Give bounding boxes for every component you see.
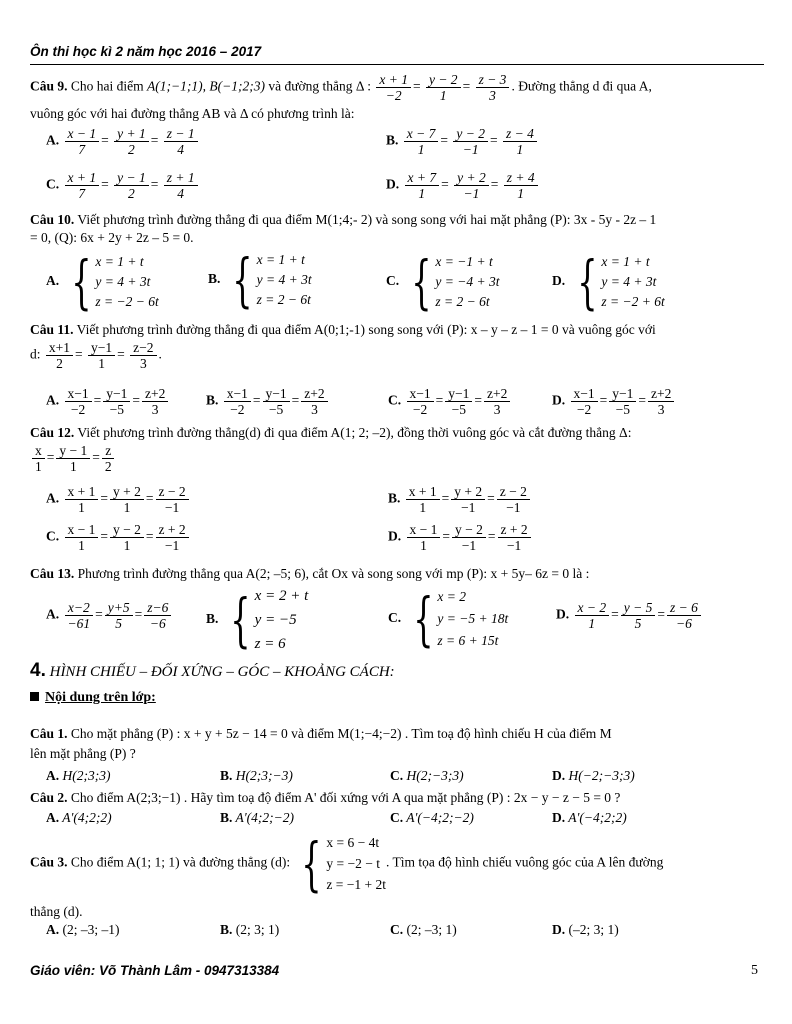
s2-option-b[interactable]: B. A'(4;2;−2) [220,810,294,825]
s1-option-a[interactable]: A. H(2;3;3) [46,768,111,783]
s1-option-d[interactable]: D. H(−2;−3;3) [552,768,635,783]
section-heading: 4. HÌNH CHIẾU – ĐỐI XỨNG – GÓC – KHOẢNG CÁCH: [30,660,395,681]
q12-option-d[interactable]: D. $\frac{x - 1}{1}$ = $\frac{y - 2}{-1}$ = $\frac{z + 2}{-1}$ [388,522,533,553]
header-rule [30,64,764,65]
q9-option-b[interactable]: B. $\frac{x - 7}{1}$ = $\frac{y - 2}{-1}$ = $\frac{z - 4}{1}$ [386,126,539,157]
page-header: Ôn thi học kì 2 năm học 2016 – 2017 [30,44,262,59]
q9-option-d[interactable]: D. $\frac{x + 7}{1}$ = $\frac{y + 2}{-1}$ = $\frac{z + 4}{1}$ [386,170,540,201]
s2-stem: Câu 2. Cho điểm A(2;3;−1) . Hãy tìm toạ độ điểm A' đối xứng với A qua mặt phẳng (P) : 2x − y − z − 5 = 0 ? [30,790,621,805]
q11-option-d[interactable]: D. $\frac{x-1}{-2}$ = $\frac{y-1}{-5}$ = $\frac{z+2}{3}$ [552,386,676,417]
s1-stem: Câu 1. Cho mặt phẳng (P) : x + y + 5z − 14 = 0 và điểm M(1;−4;−2) . Tìm toạ độ hình chiếu H của điểm M [30,726,612,741]
q11-option-a[interactable]: A. $\frac{x-1}{-2}$ = $\frac{y-1}{-5}$ = $\frac{z+2}{3}$ [46,386,170,417]
q11-option-c[interactable]: C. $\frac{x-1}{-2}$ = $\frac{y-1}{-5}$ = $\frac{z+2}{3}$ [388,386,512,417]
s2-option-c[interactable]: C. A'(−4;2;−2) [390,810,474,825]
q9-stem-line2: vuông góc với hai đường thẳng AB và Δ có phương trình là: [30,106,355,121]
q13-stem: Câu 13. Phương trình đường thẳng qua A(2; –5; 6), cắt Ox và song song với mp (P): x + 5y– 6z = 0 là : [30,566,590,581]
q12-option-a[interactable]: A. $\frac{x + 1}{1}$ = $\frac{y + 2}{1}$ = $\frac{z - 2}{-1}$ [46,484,191,515]
q12-option-b[interactable]: B. $\frac{x + 1}{1}$ = $\frac{y + 2}{-1}$ = $\frac{z - 2}{-1}$ [388,484,532,515]
s1-stem-line2: lên mặt phẳng (P) ? [30,746,136,761]
q11-stem: Câu 11. Viết phương trình đường thẳng đi qua điểm A(0;1;-1) song song với (P): x – y – z – 1 = 0 và vuông góc với [30,322,656,337]
q10-stem-line2: = 0, (Q): 6x + 2y + 2z – 5 = 0. [30,230,194,245]
q11-line-d: d: $\frac{x+1}{2}$ = $\frac{y-1}{1}$ = $\frac{z-2}{3}$ . [30,340,162,371]
page-footer: Giáo viên: Võ Thành Lâm - 0947313384 [30,963,280,978]
s2-option-d[interactable]: D. A'(−4;2;2) [552,810,627,825]
s3-stem-line2: thẳng (d). [30,904,83,919]
subsection-heading: Nội dung trên lớp: [30,690,156,706]
s3-option-d[interactable]: D. (–2; 3; 1) [552,922,619,937]
s3-option-b[interactable]: B. (2; 3; 1) [220,922,280,937]
q13-option-d[interactable]: D. $\frac{x - 2}{1}$ = $\frac{y - 5}{5}$ = $\frac{z - 6}{-6}$ [556,600,703,631]
s2-option-a[interactable]: A. A'(4;2;2) [46,810,112,825]
q13-option-c[interactable]: C. { x = 2 y = −5 + 18t z = 6 + 15t [388,585,509,653]
q13-option-a[interactable]: A. $\frac{x-2}{-61}$ = $\frac{y+5}{5}$ = $\frac{z-6}{-6}$ [46,600,173,631]
s3-option-c[interactable]: C. (2; –3; 1) [390,922,457,937]
q12-line-delta: $\frac{x}{1}$ = $\frac{y - 1}{1}$ = $\frac{z}{2}$ [30,443,117,474]
page-number: 5 [751,963,758,978]
q11-option-b[interactable]: B. $\frac{x-1}{-2}$ = $\frac{y-1}{-5}$ = $\frac{z+2}{3}$ [206,386,330,417]
q12-option-c[interactable]: C. $\frac{x - 1}{1}$ = $\frac{y - 2}{1}$ = $\frac{z + 2}{-1}$ [46,522,191,553]
q12-stem: Câu 12. Viết phương trình đường thẳng(d) đi qua điểm A(1; 2; –2), đồng thời vuông góc và cắt đường thẳng Δ: [30,425,632,440]
q13-option-b[interactable]: B. { x = 2 + t y = −5 z = 6 [206,586,309,654]
q10-option-d[interactable]: D. { x = 1 + t y = 4 + 3t z = −2 + 6t [552,248,665,316]
q9-stem: Câu 9. Cho hai điểm A(1;−1;1), B(−1;2;3) và đường thẳng Δ : $\frac{x + 1}{-2}$ = $\frac{y - 2}{1}$ = $\frac{z - 3}{3}$ . Đường thẳng d đi qua A, [30,72,652,103]
q10-option-b[interactable]: B. { x = 1 + t y = 4 + 3t z = 2 − 6t [208,246,312,314]
s3-option-a[interactable]: A. (2; –3; –1) [46,922,120,937]
square-bullet-icon [30,692,39,701]
q9-number: Câu 9. [30,78,68,94]
q10-option-a[interactable]: A. { x = 1 + t y = 4 + 3t z = −2 − 6t [46,248,159,316]
s1-option-c[interactable]: C. H(2;−3;3) [390,768,464,783]
q10-stem: Câu 10. Viết phương trình đường thẳng đi qua điểm M(1;4;- 2) và song song với hai mặt phẳng (P): 3x - 5y - 2z – 1 [30,212,657,227]
s3-stem: Câu 3. Cho điểm A(1; 1; 1) và đường thẳng (d): { x = 6 − 4t y = −2 − t z = −1 + 2t . Tìm tọa độ hình chiếu vuông góc của A lên đường [30,829,664,898]
q9-option-c[interactable]: C. $\frac{x + 1}{7}$ = $\frac{y - 1}{2}$ = $\frac{z + 1}{4}$ [46,170,200,201]
q9-option-a[interactable]: A. $\frac{x - 1}{7}$ = $\frac{y + 1}{2}$ = $\frac{z - 1}{4}$ [46,126,200,157]
q10-option-c[interactable]: C. { x = −1 + t y = −4 + 3t z = 2 − 6t [386,248,500,316]
s1-option-b[interactable]: B. H(2;3;−3) [220,768,293,783]
